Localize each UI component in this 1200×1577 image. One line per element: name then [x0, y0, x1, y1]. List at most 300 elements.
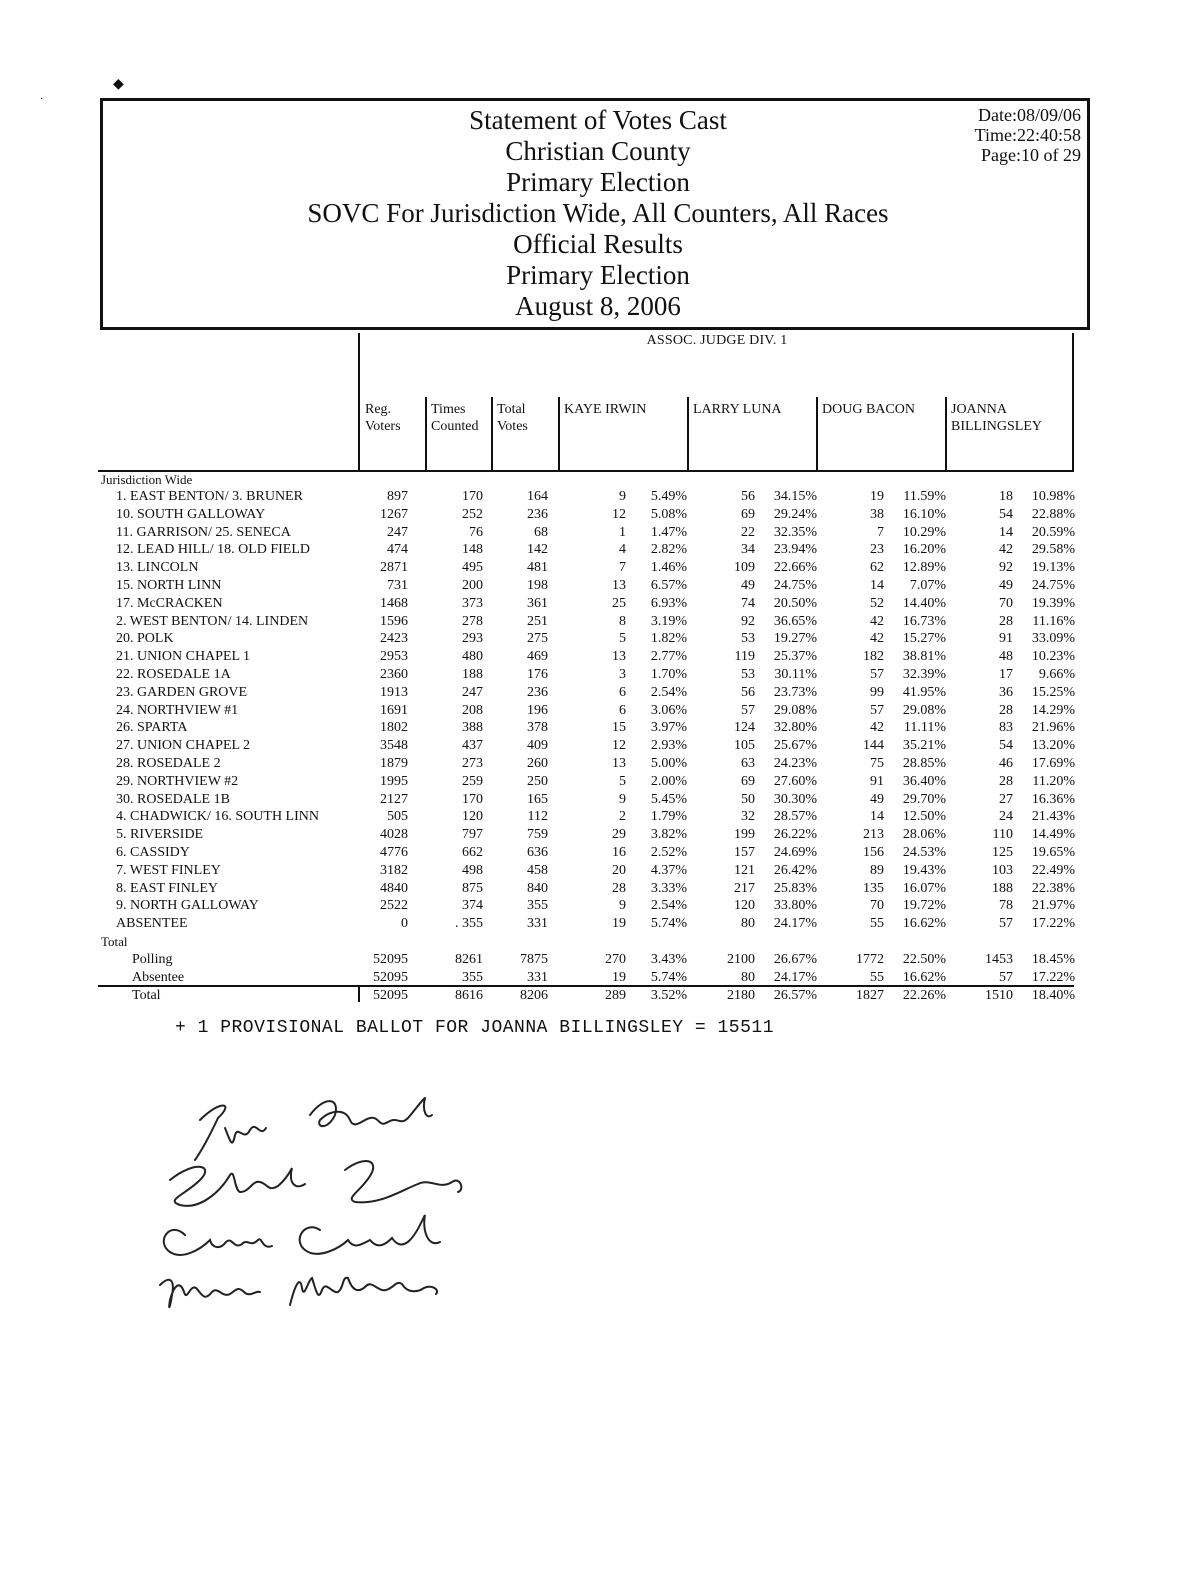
race-title: ASSOC. JUDGE DIV. 1	[646, 333, 788, 348]
luna-votes-cell: 53	[741, 631, 755, 647]
reg-voters-cell: 1468	[380, 595, 408, 611]
irwin-pct-cell: 1.79%	[650, 809, 687, 825]
reg-voters-cell: 52095	[373, 970, 408, 985]
times-counted-cell: 76	[469, 524, 483, 540]
col-divider	[945, 397, 947, 470]
billingsley-votes-cell: 18	[999, 489, 1013, 504]
col-divider	[425, 397, 427, 470]
total-votes-cell: 165	[527, 791, 548, 807]
bacon-votes-cell: 75	[870, 756, 884, 771]
billingsley-votes-cell: 103	[992, 862, 1013, 878]
table-divider-left	[358, 333, 360, 470]
bacon-votes-cell: 19	[870, 489, 884, 504]
irwin-votes-cell: 28	[612, 880, 626, 896]
election-type-repeat: Primary Election	[506, 260, 690, 290]
irwin-votes-cell: 4	[619, 542, 626, 558]
irwin-pct-cell: 1.46%	[650, 560, 687, 576]
reg-voters-cell: 2871	[380, 560, 408, 576]
billingsley-pct-cell: 19.13%	[1031, 560, 1075, 576]
luna-pct-cell: 30.30%	[773, 791, 817, 807]
total-votes-cell: 481	[527, 560, 548, 576]
billingsley-pct-cell: 17.69%	[1031, 756, 1075, 771]
luna-pct-cell: 19.27%	[773, 631, 817, 647]
luna-pct-cell: 29.08%	[773, 702, 817, 718]
billingsley-pct-cell: 13.20%	[1031, 738, 1075, 754]
precinct-name: Total	[132, 988, 161, 1003]
irwin-votes-cell: 12	[612, 738, 626, 754]
irwin-pct-cell: 3.82%	[650, 827, 687, 843]
bacon-votes-cell: 156	[863, 845, 884, 860]
total-votes-cell: 458	[527, 862, 548, 878]
reg-voters-cell: 1802	[380, 720, 408, 736]
luna-votes-cell: 69	[741, 506, 755, 522]
irwin-votes-cell: 6	[619, 684, 626, 700]
times-counted-cell: 875	[462, 880, 483, 896]
times-counted-cell: 480	[462, 649, 483, 665]
reg-voters-cell: 2953	[380, 649, 408, 665]
billingsley-votes-cell: 1510	[985, 988, 1013, 1003]
irwin-votes-cell: 8	[619, 613, 626, 629]
table-row	[0, 773, 1200, 791]
luna-pct-cell: 20.50%	[773, 595, 817, 611]
luna-votes-cell: 119	[734, 649, 755, 665]
table-row	[0, 648, 1200, 666]
precinct-name: 24. NORTHVIEW #1	[116, 702, 239, 718]
billingsley-pct-cell: 21.96%	[1031, 720, 1075, 736]
reg-voters-cell: 4028	[380, 827, 408, 843]
luna-pct-cell: 23.73%	[773, 684, 817, 700]
luna-pct-cell: 24.69%	[773, 845, 817, 860]
luna-pct-cell: 32.80%	[773, 720, 817, 736]
times-counted-cell: 374	[462, 898, 483, 914]
irwin-pct-cell: 4.37%	[650, 862, 687, 878]
reg-voters-cell: 2127	[380, 791, 408, 807]
table-divider-right	[1072, 333, 1074, 470]
billingsley-votes-cell: 188	[992, 880, 1013, 896]
billingsley-pct-cell: 14.29%	[1031, 702, 1075, 718]
reg-voters-cell: 3548	[380, 738, 408, 754]
billingsley-votes-cell: 54	[999, 738, 1013, 754]
billingsley-votes-cell: 54	[999, 506, 1013, 522]
bacon-pct-cell: 16.20%	[902, 542, 946, 558]
section-row	[0, 471, 1200, 489]
bacon-votes-cell: 55	[870, 916, 884, 932]
total-section-row	[0, 933, 1200, 951]
col-header-total-votes: Total Votes	[497, 402, 528, 434]
bacon-votes-cell: 14	[870, 809, 884, 825]
bacon-pct-cell: 29.70%	[902, 791, 946, 807]
precinct-name: 28. ROSEDALE 2	[116, 756, 221, 771]
times-counted-cell: 797	[462, 827, 483, 843]
total-votes-cell: 250	[527, 773, 548, 789]
luna-pct-cell: 32.35%	[773, 524, 817, 540]
provisional-note: + 1 PROVISIONAL BALLOT FOR JOANNA BILLINGSLEY = 15511	[175, 1018, 774, 1038]
col-header-joanna-billingsley: JOANNA BILLINGSLEY	[951, 402, 1042, 434]
bacon-votes-cell: 70	[870, 898, 884, 914]
signature-2	[170, 1161, 461, 1206]
irwin-votes-cell: 15	[612, 720, 626, 736]
times-counted-cell: 188	[462, 667, 483, 682]
irwin-votes-cell: 13	[612, 756, 626, 771]
col-header-kaye-irwin: KAYE IRWIN	[564, 402, 647, 417]
billingsley-pct-cell: 22.88%	[1031, 506, 1075, 522]
times-counted-cell: 252	[462, 506, 483, 522]
irwin-pct-cell: 3.33%	[650, 880, 687, 896]
total-votes-cell: 331	[527, 916, 548, 932]
report-header	[100, 98, 1090, 330]
total-votes-cell: 7875	[520, 952, 548, 967]
billingsley-votes-cell: 28	[999, 702, 1013, 718]
total-votes-cell: 331	[527, 970, 548, 985]
reg-voters-cell: 1267	[380, 506, 408, 522]
times-counted-cell: 148	[462, 542, 483, 558]
times-counted-cell: . 355	[455, 916, 483, 932]
table-row	[0, 702, 1200, 720]
precinct-name: Absentee	[132, 970, 185, 985]
irwin-pct-cell: 1.82%	[650, 631, 687, 647]
reg-voters-cell: 52095	[373, 988, 408, 1003]
billingsley-votes-cell: 42	[999, 542, 1013, 558]
irwin-pct-cell: 6.57%	[650, 578, 687, 593]
luna-votes-cell: 56	[741, 684, 755, 700]
irwin-votes-cell: 16	[612, 845, 626, 860]
luna-pct-cell: 34.15%	[773, 489, 817, 504]
bacon-votes-cell: 89	[870, 862, 884, 878]
total-votes-cell: 275	[527, 631, 548, 647]
signature-3	[164, 1215, 440, 1255]
total-votes-cell: 361	[527, 595, 548, 611]
luna-votes-cell: 124	[734, 720, 755, 736]
bacon-pct-cell: 22.26%	[902, 988, 946, 1003]
irwin-pct-cell: 2.82%	[650, 542, 687, 558]
billingsley-pct-cell: 16.36%	[1031, 791, 1075, 807]
col-header-times-counted: Times Counted	[431, 402, 479, 434]
irwin-votes-cell: 9	[619, 489, 626, 504]
irwin-votes-cell: 19	[612, 916, 626, 932]
bacon-votes-cell: 38	[870, 506, 884, 522]
irwin-pct-cell: 5.08%	[650, 506, 687, 522]
billingsley-pct-cell: 24.75%	[1031, 578, 1075, 593]
reg-voters-cell: 2360	[380, 667, 408, 682]
luna-votes-cell: 50	[741, 791, 755, 807]
luna-pct-cell: 22.66%	[773, 560, 817, 576]
precinct-name: 29. NORTHVIEW #2	[116, 773, 239, 789]
total-votes-cell: 196	[527, 702, 548, 718]
total-votes-cell: 236	[527, 506, 548, 522]
total-votes-cell: 8206	[520, 988, 548, 1003]
luna-pct-cell: 24.75%	[773, 578, 817, 593]
billingsley-pct-cell: 19.39%	[1031, 595, 1075, 611]
table-row	[0, 719, 1200, 737]
billingsley-pct-cell: 18.45%	[1031, 952, 1075, 967]
luna-votes-cell: 49	[741, 578, 755, 593]
report-title: Statement of Votes Cast	[469, 105, 727, 135]
reg-voters-cell: 4840	[380, 880, 408, 896]
billingsley-votes-cell: 110	[992, 827, 1013, 843]
bacon-votes-cell: 42	[870, 720, 884, 736]
irwin-pct-cell: 3.97%	[650, 720, 687, 736]
billingsley-votes-cell: 91	[999, 631, 1013, 647]
bacon-pct-cell: 12.89%	[902, 560, 946, 576]
bacon-votes-cell: 49	[870, 791, 884, 807]
precinct-name: 5. RIVERSIDE	[116, 827, 204, 843]
total-votes-cell: 251	[527, 613, 548, 629]
irwin-pct-cell: 5.74%	[650, 916, 687, 932]
irwin-votes-cell: 9	[619, 791, 626, 807]
luna-pct-cell: 25.67%	[773, 738, 817, 754]
total-votes-cell: 840	[527, 880, 548, 896]
precinct-name: 10. SOUTH GALLOWAY	[116, 506, 266, 522]
times-counted-cell: 495	[462, 560, 483, 576]
irwin-pct-cell: 2.00%	[650, 773, 687, 789]
luna-votes-cell: 2180	[727, 988, 755, 1003]
total-votes-cell: 142	[527, 542, 548, 558]
col-divider	[558, 397, 560, 470]
irwin-votes-cell: 2	[619, 809, 626, 825]
precinct-name: 26. SPARTA	[116, 720, 188, 736]
precinct-name: 11. GARRISON/ 25. SENECA	[116, 524, 291, 540]
irwin-pct-cell: 5.74%	[650, 970, 687, 985]
bacon-votes-cell: 135	[863, 880, 884, 896]
luna-votes-cell: 121	[734, 862, 755, 878]
reg-voters-cell: 1691	[380, 702, 408, 718]
irwin-votes-cell: 20	[612, 862, 626, 878]
irwin-pct-cell: 2.93%	[650, 738, 687, 754]
bacon-votes-cell: 1772	[856, 952, 884, 967]
luna-pct-cell: 29.24%	[773, 506, 817, 522]
irwin-pct-cell: 2.77%	[650, 649, 687, 665]
bacon-votes-cell: 55	[870, 970, 884, 985]
billingsley-votes-cell: 14	[999, 524, 1013, 540]
irwin-pct-cell: 2.52%	[650, 845, 687, 860]
table-row	[0, 915, 1200, 933]
irwin-votes-cell: 25	[612, 595, 626, 611]
billingsley-pct-cell: 10.98%	[1031, 489, 1075, 504]
table-row	[0, 737, 1200, 755]
billingsley-votes-cell: 92	[999, 560, 1013, 576]
billingsley-pct-cell: 29.58%	[1031, 542, 1075, 558]
luna-pct-cell: 25.83%	[773, 880, 817, 896]
precinct-name: 27. UNION CHAPEL 2	[116, 738, 251, 754]
bacon-pct-cell: 41.95%	[902, 684, 946, 700]
bacon-votes-cell: 23	[870, 542, 884, 558]
luna-votes-cell: 63	[741, 756, 755, 771]
luna-pct-cell: 27.60%	[773, 773, 817, 789]
precinct-name: 20. POLK	[116, 631, 174, 647]
bacon-votes-cell: 52	[870, 595, 884, 611]
irwin-votes-cell: 1	[619, 524, 626, 540]
table-row	[0, 666, 1200, 684]
total-row	[0, 969, 1200, 987]
billingsley-pct-cell: 11.20%	[1032, 773, 1075, 789]
page-number: Page:10 of 29	[981, 145, 1081, 165]
times-counted-cell: 662	[462, 845, 483, 860]
billingsley-votes-cell: 57	[999, 970, 1013, 985]
table-row	[0, 488, 1200, 506]
total-votes-cell: 236	[527, 684, 548, 700]
bacon-pct-cell: 36.40%	[902, 773, 946, 789]
county-name: Christian County	[505, 136, 691, 166]
times-counted-cell: 498	[462, 862, 483, 878]
bacon-votes-cell: 57	[870, 702, 884, 718]
table-row	[0, 524, 1200, 542]
total-votes-cell: 355	[527, 898, 548, 914]
total-votes-cell: 112	[527, 809, 548, 825]
luna-pct-cell: 26.57%	[773, 988, 817, 1003]
bacon-pct-cell: 22.50%	[902, 952, 946, 967]
bacon-votes-cell: 213	[863, 827, 884, 843]
report-scope: SOVC For Jurisdiction Wide, All Counters, All Races	[307, 198, 889, 228]
billingsley-votes-cell: 36	[999, 684, 1013, 700]
luna-pct-cell: 26.67%	[773, 952, 817, 967]
reg-voters-cell: 731	[387, 578, 408, 593]
billingsley-votes-cell: 83	[999, 720, 1013, 736]
reg-voters-cell: 1879	[380, 756, 408, 771]
irwin-pct-cell: 1.47%	[650, 524, 687, 540]
bacon-pct-cell: 19.43%	[902, 862, 946, 878]
bacon-pct-cell: 19.72%	[902, 898, 946, 914]
luna-votes-cell: 32	[741, 809, 755, 825]
luna-pct-cell: 26.22%	[773, 827, 817, 843]
luna-votes-cell: 22	[741, 524, 755, 540]
signatures	[140, 1080, 500, 1320]
bacon-pct-cell: 11.59%	[903, 489, 946, 504]
billingsley-pct-cell: 33.09%	[1031, 631, 1075, 647]
bacon-votes-cell: 182	[863, 649, 884, 665]
billingsley-votes-cell: 46	[999, 756, 1013, 771]
luna-votes-cell: 92	[741, 613, 755, 629]
luna-pct-cell: 28.57%	[773, 809, 817, 825]
bacon-pct-cell: 28.85%	[902, 756, 946, 771]
bacon-pct-cell: 29.08%	[902, 702, 946, 718]
table-row	[0, 684, 1200, 702]
billingsley-votes-cell: 49	[999, 578, 1013, 593]
times-counted-cell: 8616	[455, 988, 483, 1003]
irwin-votes-cell: 5	[619, 773, 626, 789]
bacon-pct-cell: 16.73%	[902, 613, 946, 629]
total-votes-cell: 469	[527, 649, 548, 665]
irwin-votes-cell: 7	[619, 560, 626, 576]
col-divider	[687, 397, 689, 470]
billingsley-pct-cell: 15.25%	[1031, 684, 1075, 700]
irwin-pct-cell: 5.45%	[650, 791, 687, 807]
bacon-pct-cell: 16.62%	[902, 916, 946, 932]
reg-voters-cell: 1596	[380, 613, 408, 629]
reg-voters-cell: 2522	[380, 898, 408, 914]
bacon-pct-cell: 16.10%	[902, 506, 946, 522]
table-row	[0, 862, 1200, 880]
luna-votes-cell: 120	[734, 898, 755, 914]
table-row	[0, 613, 1200, 631]
table-row	[0, 791, 1200, 809]
luna-pct-cell: 36.65%	[773, 613, 817, 629]
billingsley-votes-cell: 1453	[985, 952, 1013, 967]
billingsley-votes-cell: 78	[999, 898, 1013, 914]
precinct-name: 12. LEAD HILL/ 18. OLD FIELD	[116, 542, 311, 558]
luna-pct-cell: 24.23%	[773, 756, 817, 771]
billingsley-pct-cell: 22.49%	[1031, 862, 1075, 878]
billingsley-votes-cell: 24	[999, 809, 1013, 825]
reg-voters-cell: 2423	[380, 631, 408, 647]
table-row	[0, 541, 1200, 559]
col-divider	[816, 397, 818, 470]
irwin-votes-cell: 3	[619, 667, 626, 682]
col-divider	[491, 397, 493, 470]
times-counted-cell: 355	[462, 970, 483, 985]
table-row	[0, 808, 1200, 826]
bacon-pct-cell: 16.07%	[902, 880, 946, 896]
luna-votes-cell: 34	[741, 542, 755, 558]
luna-votes-cell: 80	[741, 970, 755, 985]
billingsley-pct-cell: 10.23%	[1031, 649, 1075, 665]
bacon-pct-cell: 15.27%	[902, 631, 946, 647]
reg-voters-cell: 52095	[373, 952, 408, 967]
total-section-label: Total	[101, 934, 128, 949]
luna-votes-cell: 2100	[727, 952, 755, 967]
times-counted-cell: 208	[462, 702, 483, 718]
total-votes-cell: 260	[527, 756, 548, 771]
total-votes-cell: 198	[527, 578, 548, 593]
precinct-name: 17. McCRACKEN	[116, 595, 223, 611]
billingsley-votes-cell: 17	[999, 667, 1013, 682]
precinct-name: 21. UNION CHAPEL 1	[116, 649, 251, 665]
table-row	[0, 844, 1200, 862]
bacon-votes-cell: 42	[870, 613, 884, 629]
times-counted-cell: 388	[462, 720, 483, 736]
billingsley-votes-cell: 57	[999, 916, 1013, 932]
billingsley-votes-cell: 27	[999, 791, 1013, 807]
results-status: Official Results	[513, 229, 683, 259]
scan-mark: ·	[40, 94, 44, 105]
report-time: Time:22:40:58	[974, 125, 1081, 145]
reg-voters-cell: 1913	[380, 684, 408, 700]
billingsley-pct-cell: 22.38%	[1031, 880, 1075, 896]
bacon-pct-cell: 32.39%	[902, 667, 946, 682]
signature-4	[160, 1278, 437, 1307]
total-votes-cell: 759	[527, 827, 548, 843]
billingsley-pct-cell: 11.16%	[1032, 613, 1075, 629]
precinct-name: 22. ROSEDALE 1A	[116, 667, 231, 682]
luna-votes-cell: 80	[741, 916, 755, 932]
times-counted-cell: 278	[462, 613, 483, 629]
bacon-votes-cell: 62	[870, 560, 884, 576]
scan-mark: ◆	[113, 77, 124, 92]
irwin-pct-cell: 3.06%	[650, 702, 687, 718]
times-counted-cell: 170	[462, 489, 483, 504]
reg-voters-cell: 4776	[380, 845, 408, 860]
irwin-votes-cell: 29	[612, 827, 626, 843]
times-counted-cell: 200	[462, 578, 483, 593]
col-header-doug-bacon: DOUG BACON	[822, 402, 915, 417]
luna-pct-cell: 25.37%	[773, 649, 817, 665]
total-votes-cell: 378	[527, 720, 548, 736]
bacon-pct-cell: 11.11%	[903, 720, 946, 736]
precinct-name: 8. EAST FINLEY	[116, 880, 219, 896]
table-row	[0, 826, 1200, 844]
times-counted-cell: 170	[462, 791, 483, 807]
table-row	[0, 630, 1200, 648]
billingsley-pct-cell: 19.65%	[1031, 845, 1075, 860]
irwin-votes-cell: 5	[619, 631, 626, 647]
total-votes-cell: 164	[527, 489, 548, 504]
precinct-name: 6. CASSIDY	[116, 845, 190, 860]
irwin-pct-cell: 1.70%	[650, 667, 687, 682]
election-type: Primary Election	[506, 167, 690, 197]
irwin-pct-cell: 3.52%	[650, 988, 687, 1003]
billingsley-pct-cell: 9.66%	[1038, 667, 1075, 682]
bacon-pct-cell: 10.29%	[902, 524, 946, 540]
luna-pct-cell: 24.17%	[773, 916, 817, 932]
